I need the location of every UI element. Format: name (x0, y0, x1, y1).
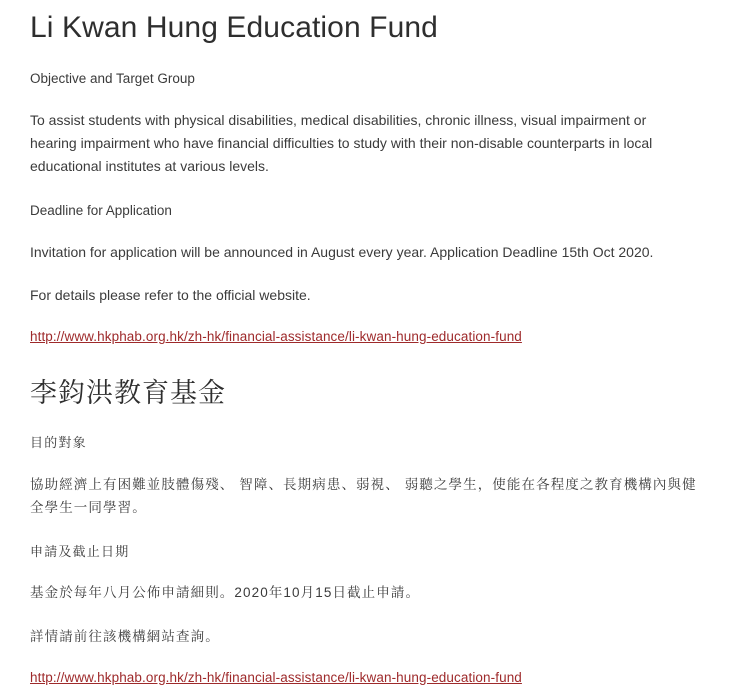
section-heading-deadline: Deadline for Application (30, 202, 172, 218)
section-body-deadline-chinese: 基金於每年八月公佈申請細則。2020年10月15日截止申請。 (30, 585, 421, 601)
section-heading-objective: Objective and Target Group (30, 71, 195, 86)
section-body-deadline: Invitation for application will be announced in August every year. Application Deadline 15th Oct 2020. (30, 243, 654, 260)
page-title-chinese: 李鈞洪教育基金 (30, 377, 226, 408)
details-note-chinese: 詳情請前往該機構網站查詢。 (30, 628, 220, 644)
section-body-objective-chinese: 協助經濟上有困難並肢體傷殘、 智障、長期病患、弱視、 弱聽之學生，使能在各程度之教育機構內與健全學生一同學習。 (30, 476, 697, 516)
section-body-objective: To assist students with physical disabilities, medical disabilities, chronic illness, visual impairment or hearing impairment who have financial difficulties to study with their non-disable counterparts in local educational institutes at various levels. (30, 112, 653, 175)
section-heading-objective-chinese: 目的對象 (30, 435, 87, 451)
official-website-link-chinese[interactable]: http://www.hkphab.org.hk/zh-hk/financial-assistance/li-kwan-hung-education-fund (30, 669, 522, 685)
official-website-link-en[interactable]: http://www.hkphab.org.hk/zh-hk/financial-assistance/li-kwan-hung-education-fund (30, 328, 522, 344)
section-heading-deadline-chinese: 申請及截止日期 (30, 543, 130, 559)
details-note-en: For details please refer to the official website. (30, 286, 311, 303)
page-title: Li Kwan Hung Education Fund (30, 11, 438, 44)
